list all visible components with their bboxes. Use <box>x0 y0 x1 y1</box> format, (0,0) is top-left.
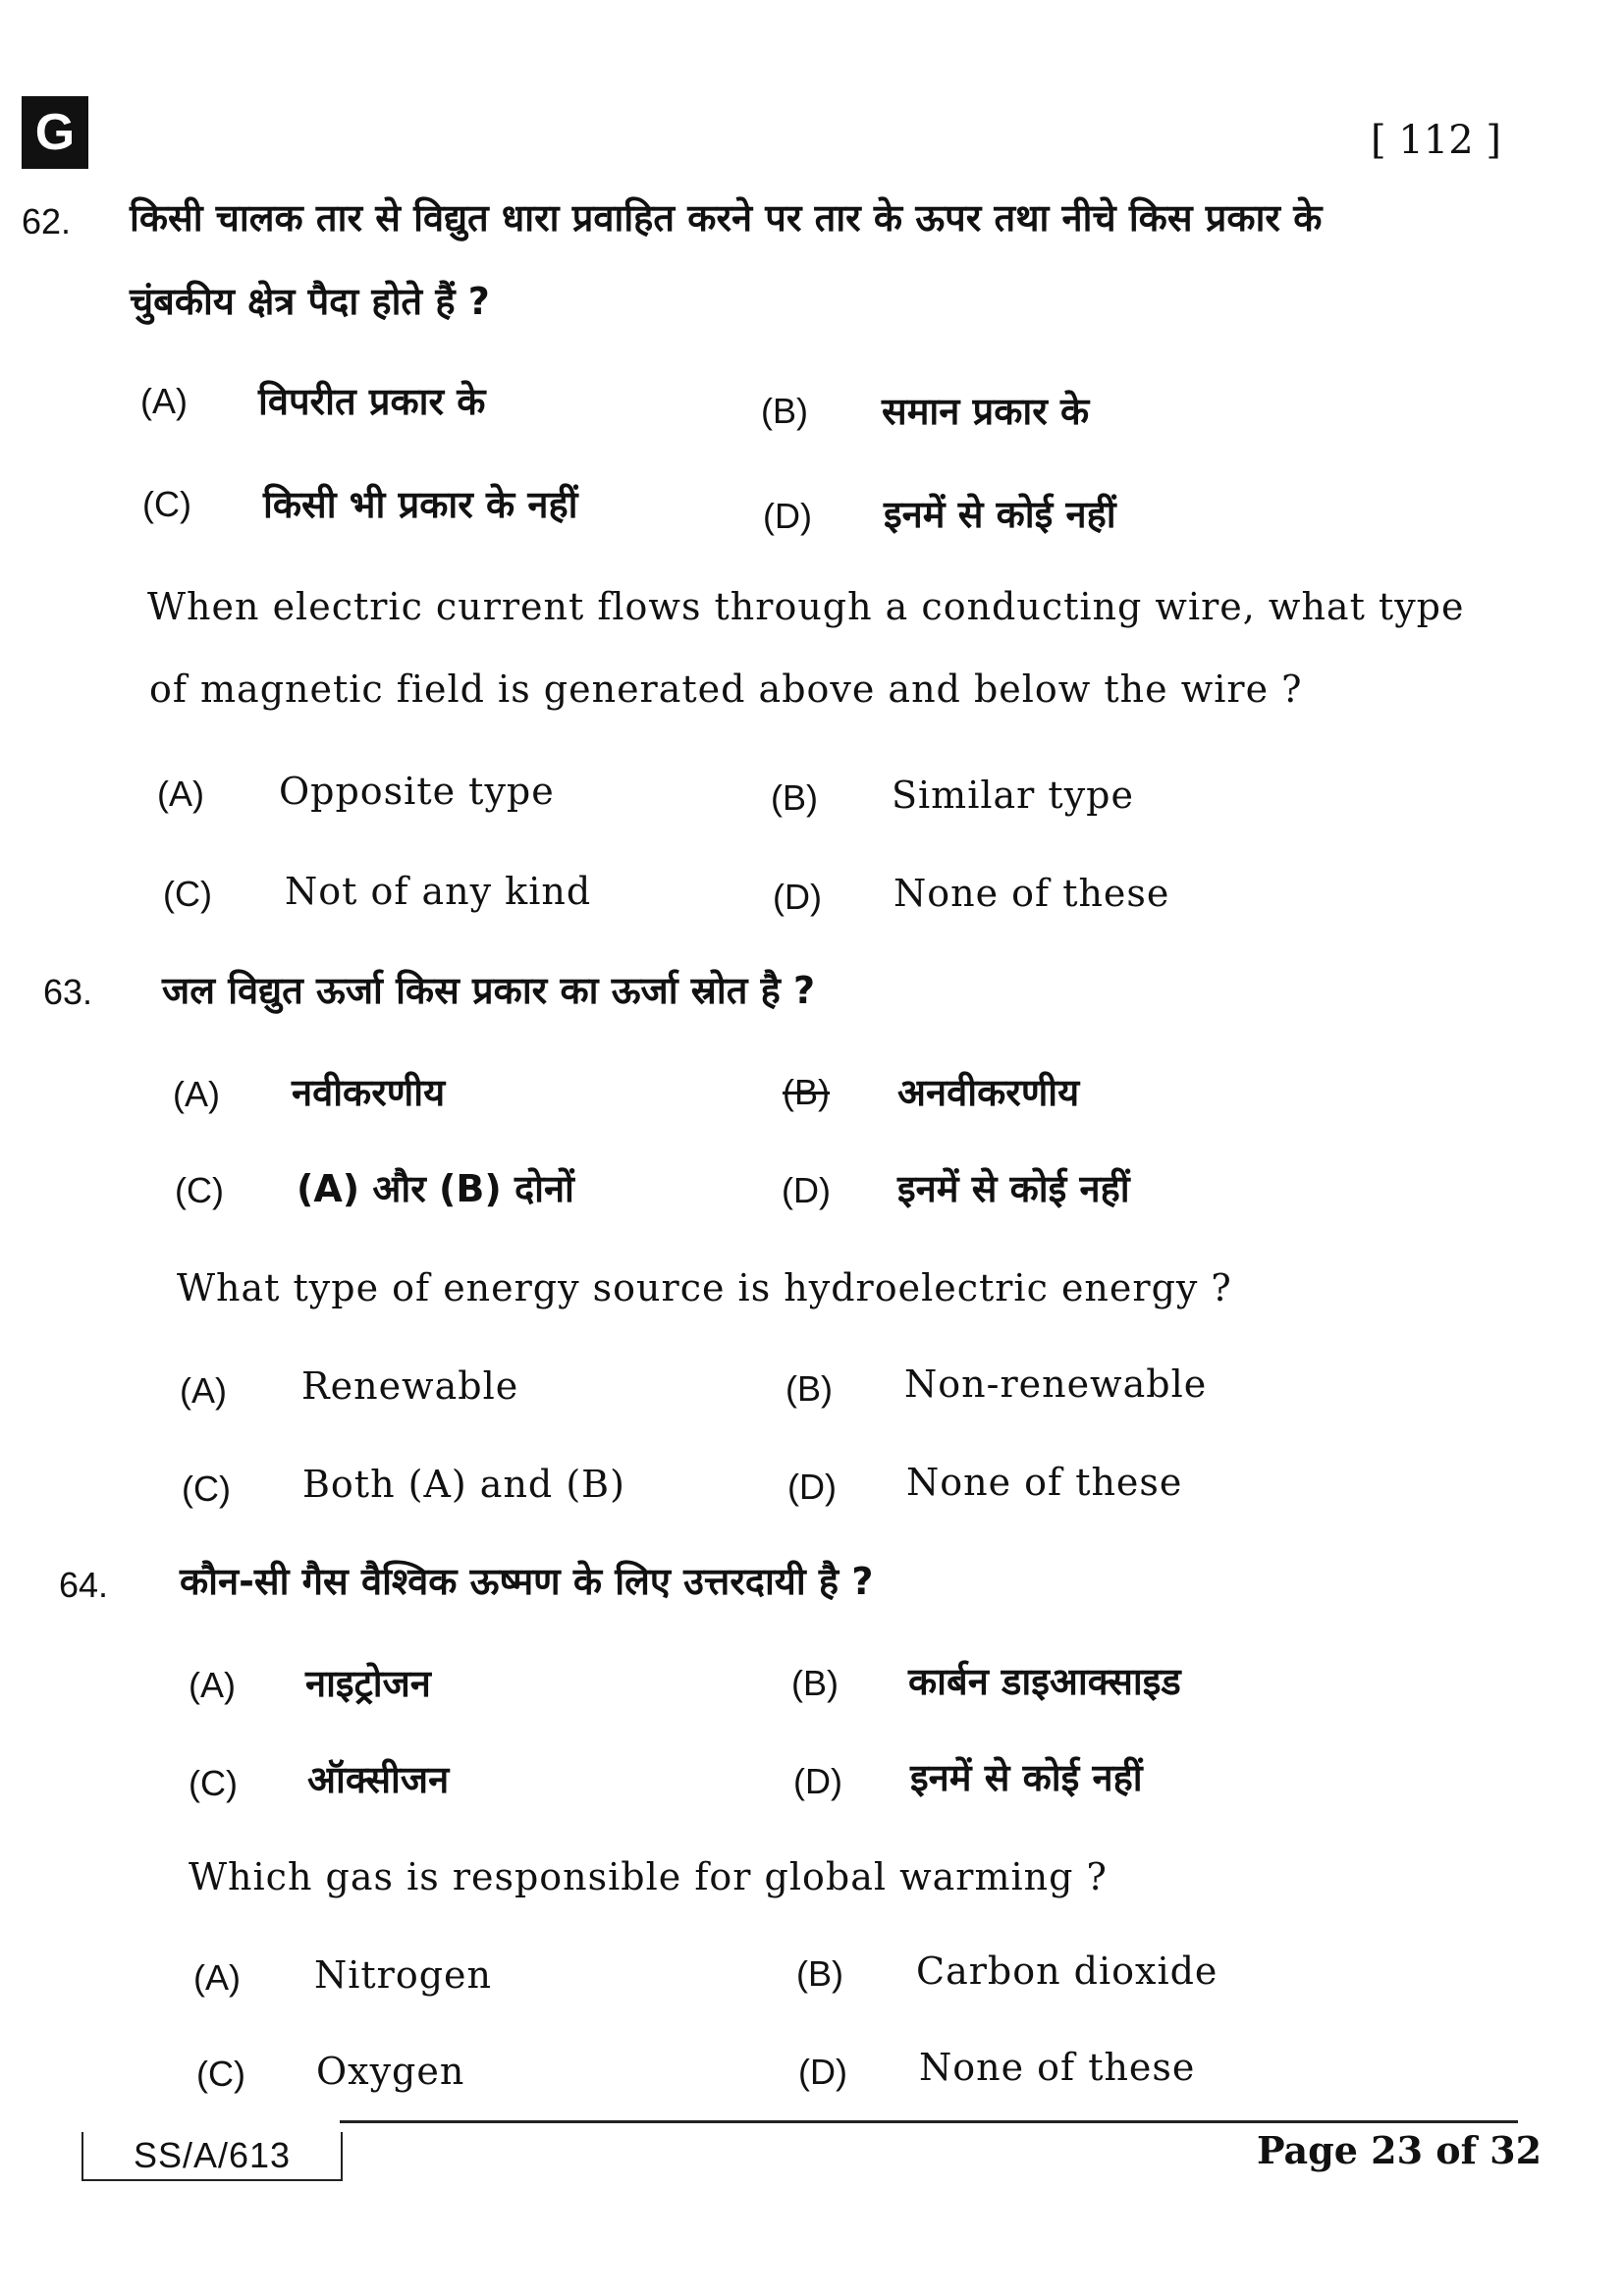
option-text: Non-renewable <box>904 1362 1208 1406</box>
option-text: Not of any kind <box>285 870 592 913</box>
option-text: इनमें से कोई नहीं <box>884 493 1116 536</box>
option-text: Opposite type <box>279 770 555 813</box>
question-number: 64. <box>59 1565 109 1605</box>
option-text: समान प्रकार के <box>882 390 1090 433</box>
option-text: नाइट्रोजन <box>305 1662 431 1705</box>
question-hindi-line: कौन-सी गैस वैश्विक ऊष्मण के लिए उत्तरदायी है ? <box>180 1560 874 1603</box>
option-label: (C) <box>182 1468 231 1509</box>
option-text: किसी भी प्रकार के नहीं <box>263 483 578 526</box>
option-label: (B) <box>791 1663 839 1703</box>
option-text: None of these <box>919 2046 1196 2089</box>
option-label: (D) <box>763 496 812 536</box>
option-text: अनवीकरणीय <box>897 1071 1080 1114</box>
option-label-struck: (B) <box>783 1072 830 1112</box>
option-label: (C) <box>142 484 191 524</box>
set-code-badge: G <box>22 96 88 169</box>
option-label: (A) <box>180 1370 227 1411</box>
option-text: Carbon dioxide <box>916 1949 1218 1993</box>
option-label: (C) <box>196 2054 245 2094</box>
option-label: (A) <box>189 1665 236 1705</box>
page-counter: Page 23 of 32 <box>1257 2128 1543 2172</box>
option-label: (D) <box>793 1761 842 1801</box>
option-text: इनमें से कोई नहीं <box>910 1756 1143 1799</box>
question-number: 62. <box>22 201 72 241</box>
option-label: (B) <box>785 1368 833 1409</box>
option-label: (A) <box>193 1957 241 1998</box>
option-text: कार्बन डाइआक्साइड <box>908 1660 1181 1703</box>
option-label: (A) <box>140 381 188 421</box>
option-text: इनमें से कोई नहीं <box>897 1167 1130 1210</box>
option-label: (C) <box>163 874 212 914</box>
question-hindi-line: किसी चालक तार से विद्युत धारा प्रवाहित करने पर तार के ऊपर तथा नीचे किस प्रकार के <box>130 196 1323 240</box>
option-text: (A) और (B) दोनों <box>297 1167 574 1210</box>
paper-code: SS/A/613 <box>81 2132 343 2181</box>
option-text: विपरीत प्रकार के <box>258 380 486 423</box>
option-label: (C) <box>175 1170 224 1210</box>
question-number: 63. <box>43 972 93 1012</box>
option-label: (D) <box>798 2052 847 2092</box>
option-text: Renewable <box>301 1364 519 1408</box>
option-text: नवीकरणीय <box>292 1071 446 1114</box>
option-label: (C) <box>189 1763 238 1803</box>
question-english-line: of magnetic field is generated above and below the wire ? <box>149 667 1303 711</box>
option-text: Similar type <box>892 774 1134 817</box>
option-text: Both (A) and (B) <box>302 1463 625 1506</box>
option-label: (B) <box>796 1953 843 1994</box>
footer-rule <box>340 2120 1518 2123</box>
option-label: (A) <box>157 774 204 814</box>
option-label: (B) <box>771 777 818 818</box>
question-english-line: When electric current flows through a conducting wire, what type <box>147 585 1465 628</box>
option-text: None of these <box>893 872 1170 915</box>
option-label: (D) <box>787 1467 837 1507</box>
option-text: ऑक्सीजन <box>307 1758 450 1801</box>
option-label: (B) <box>761 391 808 431</box>
question-hindi-line: जल विद्युत ऊर्जा किस प्रकार का ऊर्जा स्रोत है ? <box>162 969 816 1012</box>
option-label: (D) <box>782 1170 831 1210</box>
option-label: (D) <box>773 877 822 917</box>
option-text: Oxygen <box>316 2050 465 2093</box>
option-label: (A) <box>173 1074 220 1114</box>
page-number: [ 112 ] <box>1371 118 1501 163</box>
option-text: Nitrogen <box>314 1953 493 1997</box>
question-hindi-line: चुंबकीय क्षेत्र पैदा होते हैं ? <box>130 280 490 323</box>
question-english-line: What type of energy source is hydroelectric energy ? <box>177 1266 1232 1309</box>
option-text: None of these <box>906 1461 1183 1504</box>
question-english-line: Which gas is responsible for global warming ? <box>189 1855 1108 1898</box>
